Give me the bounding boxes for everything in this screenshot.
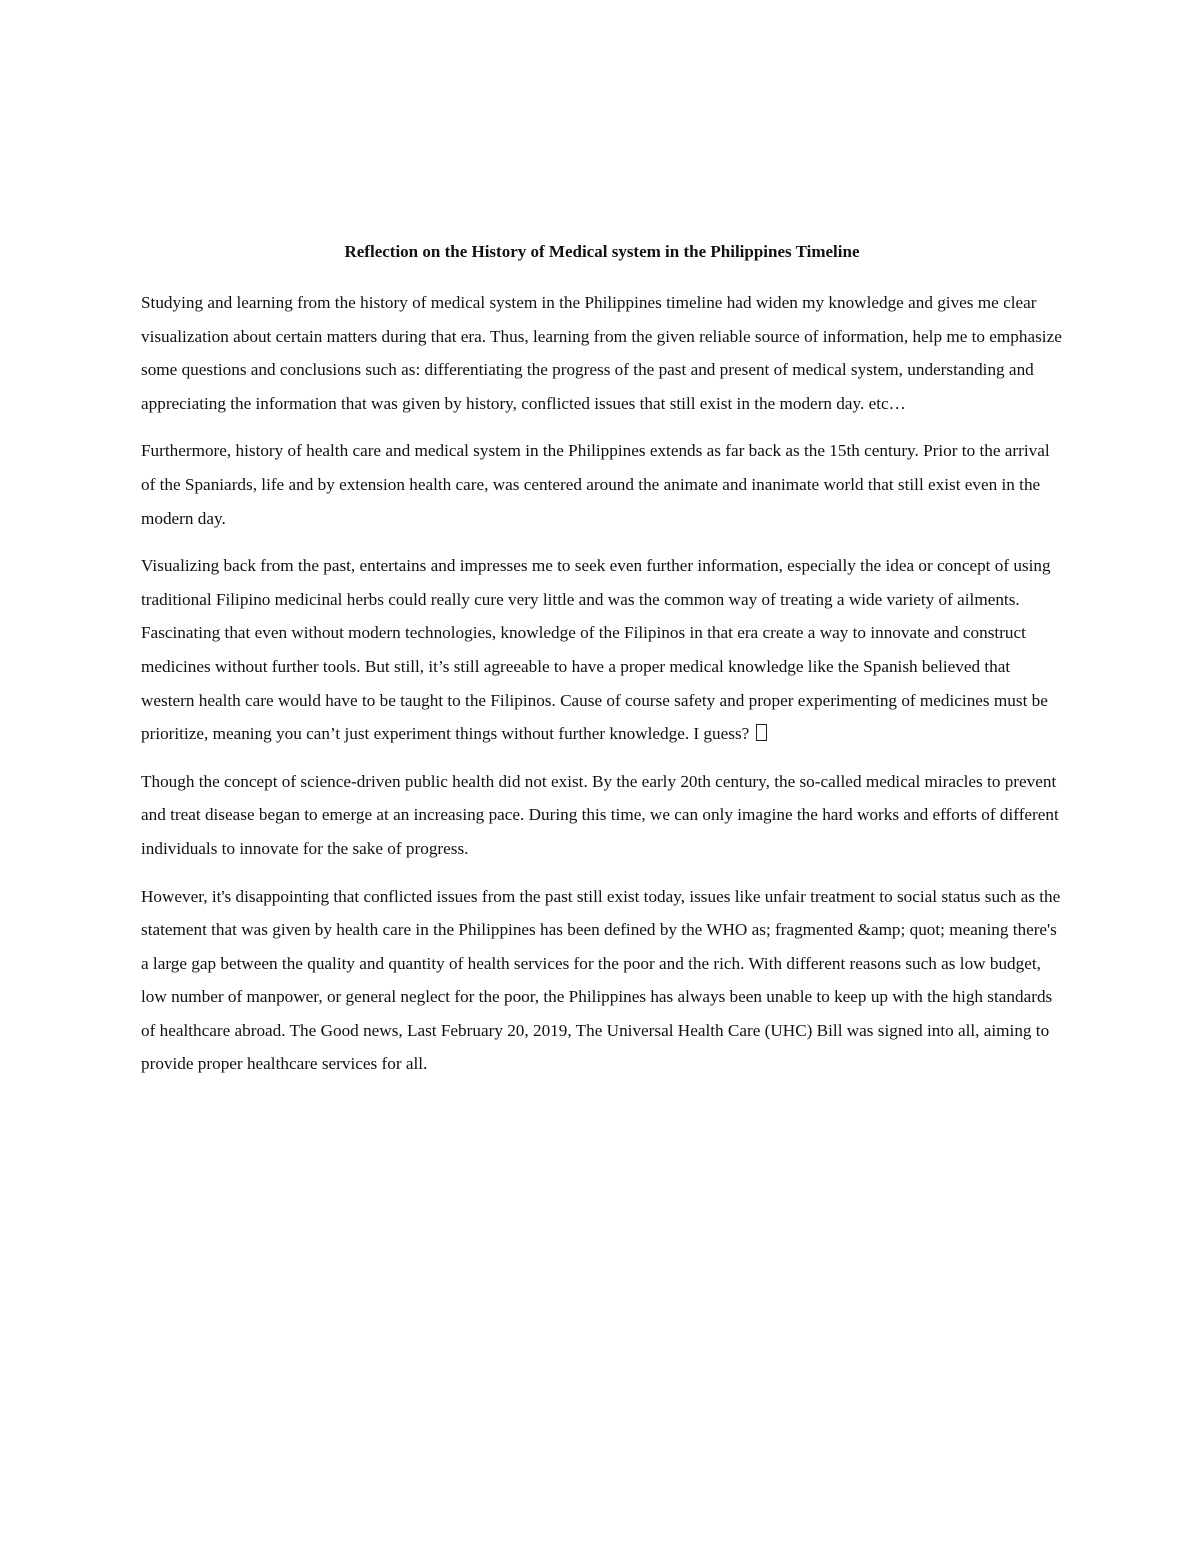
paragraph-visualizing-text: Visualizing back from the past, entertains and impresses me to seek even further information, especially the idea or concept of using traditional Filipino medicinal herbs could really cure very little and was the common way of treating a wide variety of ailments. Fascinating that even without modern technologies, knowledge of the Filipinos in that era create a way to innovate and construct medicines without further tools. But still, it’s still agreeable to have a proper medical knowledge like the Spanish believed that western health care would have to be taught to the Filipinos. Cause of course safety and proper experimenting of medicines must be prioritize, meaning you can’t just experiment things without further knowledge. I guess? [141,556,1051,744]
paragraph-conclusion: However, it's disappointing that conflicted issues from the past still exist today, issues like unfair treatment to social status such as the statement that was given by health care in the Philippines has been defined by the WHO as; fragmented &amp; quot; meaning there's a large gap between the quality and quantity of health services for the poor and the rich. With different reasons such as low budget, low number of manpower, or general neglect for the poor, the Philippines has always been unable to keep up with the high standards of healthcare abroad. The Good news, Last February 20, 2019, The Universal Health Care (UHC) Bill was signed into all, aiming to provide proper healthcare services for all. [141,886,1061,1074]
paragraph-intro: Studying and learning from the history of medical system in the Philippines timeline had widen my knowledge and gives me clear visualization about certain matters during that era. Thus, learning from the given reliable source of information, help me to emphasize some questions and conclusions such as: differentiating the progress of the past and present of medical system, understanding and appreciating the information that was given by history, conflicted issues that still exist in the modern day. etc… [141,293,1062,413]
document-body [141,240,1063,1095]
document-title: Reflection on the History of Medical system in the Philippines Timeline [344,242,860,261]
paragraph-history: Furthermore, history of health care and medical system in the Philippines extends as far back as the 15th century. Prior to the arrival of the Spaniards, life and by extension health care, was centered around the animate and inanimate world that still exist even in the modern day. [141,441,1050,528]
paragraph-visualizing [141,549,1063,751]
missing-glyph-icon [756,724,767,741]
paragraph-science: Though the concept of science-driven public health did not exist. By the early 20th century, the so-called medical miracles to prevent and treat disease began to emerge at an increasing pace. During this time, we can only imagine the hard works and efforts of different individuals to innovate for the sake of progress. [141,771,1059,858]
